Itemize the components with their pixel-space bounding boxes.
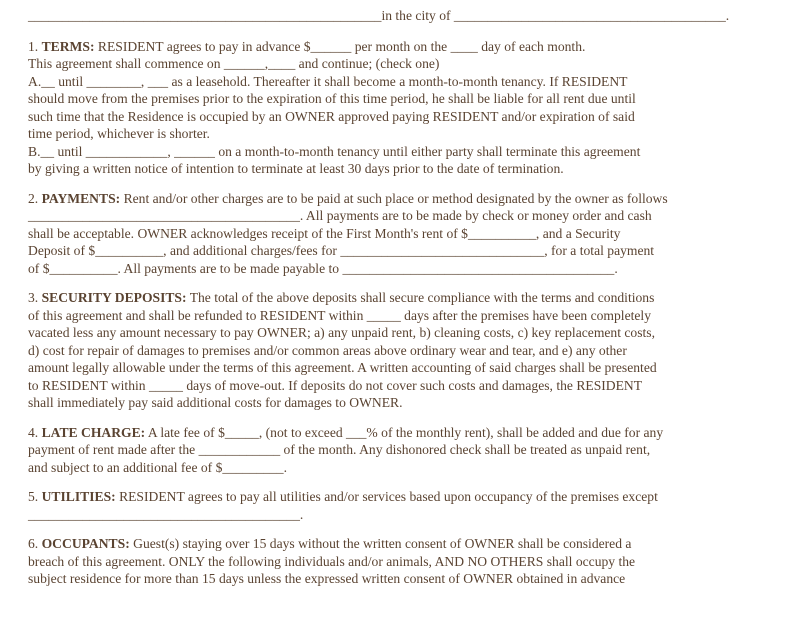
section-security-deposits [28, 289, 782, 412]
section-heading-line [28, 190, 782, 208]
text-line: and subject to an additional fee of $_________. [28, 459, 287, 475]
text-line: of $__________. All payments are to be made payable to ________________________________________. [28, 260, 618, 276]
section-intro-text: RESIDENT agrees to pay in advance $______ per month on the ____ day of each month. [97, 38, 586, 54]
text-line: shall be acceptable. OWNER acknowledges receipt of the First Month's rent of $__________, and a Security [28, 225, 621, 241]
section-title: LATE CHARGE: [41, 424, 146, 440]
section-intro-text: Guest(s) staying over 15 days without the written consent of OWNER shall be considered a [133, 536, 632, 551]
section-heading-line [28, 289, 782, 307]
text-line: time period, whichever is shorter. [28, 126, 210, 141]
section-heading-line [28, 535, 782, 553]
section-terms [28, 38, 782, 178]
text-line: breach of this agreement. ONLY the following individuals and/or animals, AND NO OTHERS shall occupy the [28, 553, 636, 569]
text-line: subject residence for more than 15 days unless the expressed written consent of OWNER obtained in advance [28, 571, 626, 586]
section-title: PAYMENTS: [41, 190, 121, 206]
text-line: payment of rent made after the ____________ of the month. Any dishonored check shall be treated as unpaid rent, [28, 442, 651, 457]
section-number: 6. [28, 536, 39, 551]
text-line: ________________________________________. All payments are to be made by check or money order and cash [28, 208, 652, 223]
section-late-charge [28, 424, 782, 477]
section-number: 3. [28, 290, 39, 305]
text-line: by giving a written notice of intention to terminate at least 30 days prior to the date of termination. [28, 161, 564, 176]
text-line: shall immediately pay said additional costs for damages to OWNER. [28, 395, 403, 410]
text-line: amount legally allowable under the terms of this agreement. A written accounting of said charges shall be presented [28, 360, 657, 375]
text-line: d) cost for repair of damages to premises and/or common areas above ordinary wear and tear, and e) any other [28, 342, 627, 358]
text-line: of this agreement and shall be refunded to RESIDENT within _____ days after the premises have been completely [28, 307, 651, 323]
section-title: SECURITY DEPOSITS: [41, 290, 187, 305]
text-line: should move from the premises prior to the expiration of this time period, he shall be liable for all rent due until [28, 91, 636, 106]
section-intro-text: RESIDENT agrees to pay all utilities and/or services based upon occupancy of the premises except [119, 489, 658, 504]
text-line: such time that the Residence is occupied by an OWNER approved paying RESIDENT and/or expiration of said [28, 108, 635, 124]
text-line: Deposit of $__________, and additional charges/fees for ______________________________, for a total payment [28, 243, 655, 258]
section-heading-line [28, 38, 782, 56]
text-line: This agreement shall commence on ______,____ and continue; (check one) [28, 56, 440, 71]
text-line: to RESIDENT within _____ days of move-out. If deposits do not cover such costs and damages, the RESIDENT [28, 377, 643, 393]
section-title: OCCUPANTS: [41, 536, 130, 551]
section-intro-text: Rent and/or other charges are to be paid at such place or method designated by the owner as follows [123, 190, 668, 206]
section-intro-text: A late fee of $_____, (not to exceed ___% of the monthly rent), shall be added and due for any [147, 424, 664, 440]
section-number: 2. [28, 190, 39, 206]
section-title: TERMS: [41, 38, 95, 54]
text-line: vacated less any amount necessary to pay OWNER; a) any unpaid rent, b) cleaning costs, c) key replacement costs, [28, 325, 655, 340]
section-utilities [28, 488, 782, 523]
header-fill-line: ____________________________________________________in the city of ________________________________________. [28, 8, 730, 23]
text-line: ________________________________________. [28, 506, 304, 522]
text-line: A.__ until ________, ___ as a leasehold. Thereafter it shall become a month-to-month tenancy. If RESIDENT [28, 73, 628, 89]
section-number: 4. [28, 424, 39, 440]
section-heading-line [28, 488, 782, 506]
section-title: UTILITIES: [41, 489, 116, 504]
section-number: 5. [28, 489, 39, 504]
section-heading-line [28, 424, 782, 442]
section-occupants [28, 535, 782, 588]
section-number: 1. [28, 38, 39, 54]
text-line: B.__ until ____________, ______ on a month-to-month tenancy until either party shall terminate this agreement [28, 143, 641, 159]
section-payments [28, 190, 782, 278]
section-intro-text: The total of the above deposits shall secure compliance with the terms and conditions [189, 290, 655, 305]
